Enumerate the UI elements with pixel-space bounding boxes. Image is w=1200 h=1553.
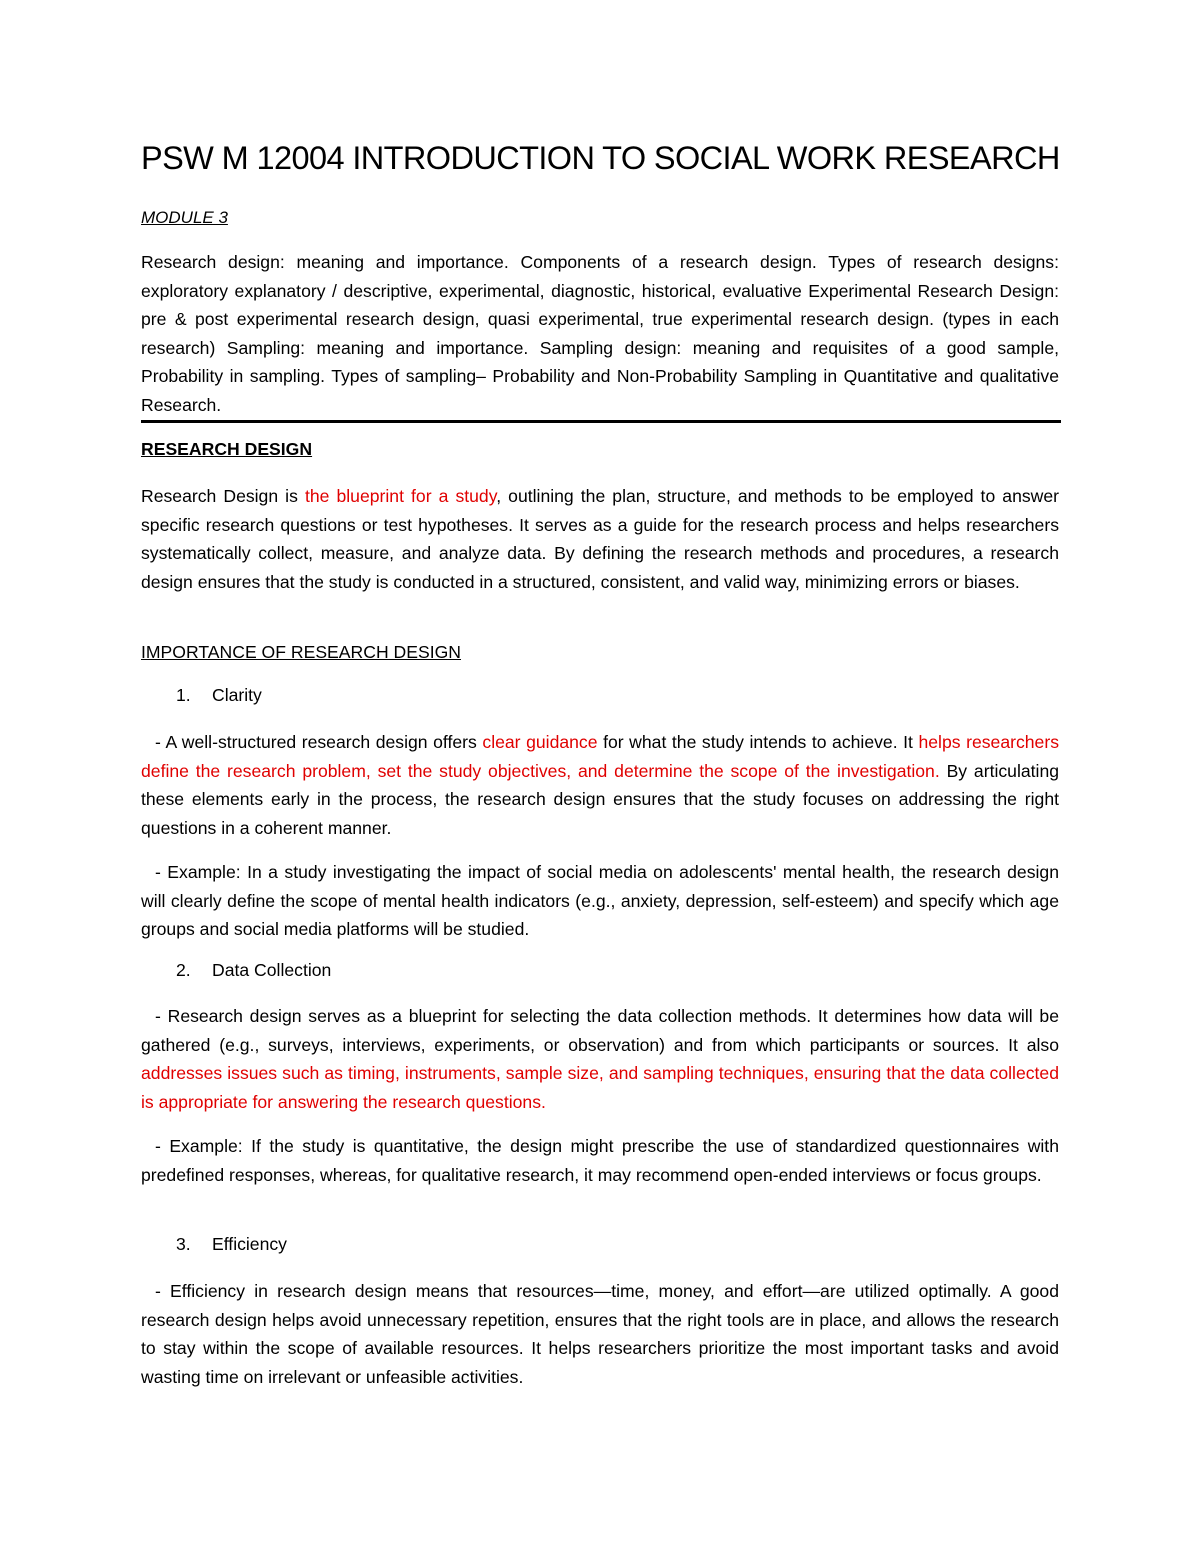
data-collection-text: - Research design serves as a blueprint for selecting the data collection methods. It determines how data will be gathered (e.g., surveys, interviews, experiments, or observation) and from which participants or sources. It also — [141, 1006, 1059, 1055]
section-heading: RESEARCH DESIGN — [141, 439, 313, 459]
clarity-text-1: - A well-structured research design offers — [155, 732, 483, 752]
clarity-highlight-1: clear guidance — [482, 732, 598, 752]
module-label: MODULE 3 — [141, 208, 228, 227]
clarity-paragraph — [141, 728, 1059, 842]
list-number: 3. — [176, 1234, 191, 1254]
clarity-example: - Example: In a study investigating the impact of social media on adolescents' mental health, the research design will clearly define the scope of mental health indicators (e.g., anxiety, depression, self-esteem) and specify which age groups and social media platforms will be studied. — [141, 862, 1059, 940]
clarity-text-2: for what the study intends to achieve. It — [597, 732, 919, 752]
list-label: Clarity — [212, 685, 262, 705]
data-collection-highlight: addresses issues such as timing, instruments, sample size, and sampling techniques, ensuring that the data collected is appropriate for answering the research questions. — [141, 1063, 1059, 1112]
list-label: Data Collection — [212, 960, 332, 980]
definition-text-end: , outlining the plan, structure, and methods to be employed to answer specific research questions or test hypotheses. It serves as a guide for the research process and helps researchers systematically collect, measure, and analyze data. By defining the research methods and procedures, a research design ensures that the study is conducted in a structured, consistent, and valid way, minimizing errors or biases. — [141, 486, 1060, 592]
list-item-efficiency — [176, 1234, 287, 1255]
data-collection-example: - Example: If the study is quantitative, the design might prescribe the use of standardized questionnaires with predefined responses, whereas, for qualitative research, it may recommend open-ended interviews or focus groups. — [141, 1136, 1059, 1185]
definition-highlight: the blueprint for a study — [304, 486, 497, 506]
importance-heading: IMPORTANCE OF RESEARCH DESIGN — [141, 642, 461, 662]
list-number: 1. — [176, 685, 191, 705]
data-collection-paragraph — [141, 1002, 1059, 1116]
syllabus-paragraph: Research design: meaning and importance. Components of a research design. Types of research designs: exploratory explanatory / descriptive, experimental, diagnostic, historical, evaluative Experimental Research Design: pre & post experimental research design, quasi experimental, true experimental research design. (types in each research) Sampling: meaning and importance. Sampling design: meaning and requisites of a good sample, Probability in sampling. Types of sampling– Probability and Non-Probability Sampling in Quantitative and qualitative Research. — [141, 252, 1059, 415]
efficiency-paragraph: - Efficiency in research design means that resources—time, money, and effort—are utilized optimally. A good research design helps avoid unnecessary repetition, ensures that the right tools are in place, and allows the research to stay within the scope of available resources. It helps researchers prioritize the most important tasks and avoid wasting time on irrelevant or unfeasible activities. — [141, 1281, 1059, 1387]
list-number: 2. — [176, 960, 191, 980]
list-item-clarity — [176, 685, 262, 706]
clarity-text-3: By articulating these elements early in the process, the research design ensures that the study focuses on addressing the right questions in a coherent manner. — [141, 760, 1060, 838]
definition-text-start: Research Design is — [141, 486, 305, 506]
clarity-highlight-2: helps researchers define the research problem, set the study objectives, and determine the scope of the investigation. — [141, 732, 1059, 781]
horizontal-rule — [141, 420, 1061, 423]
definition-paragraph — [141, 482, 1059, 596]
list-label: Efficiency — [212, 1234, 287, 1254]
list-item-data-collection — [176, 960, 331, 981]
document-title: PSW M 12004 INTRODUCTION TO SOCIAL WORK RESEARCH — [141, 140, 1060, 176]
